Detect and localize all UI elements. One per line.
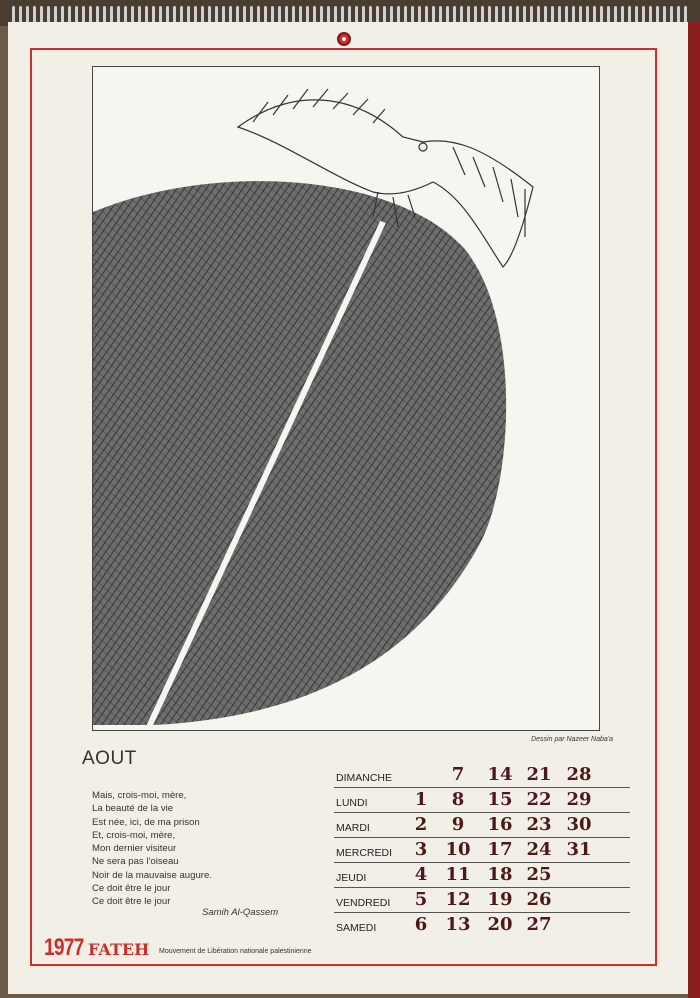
calendar-row	[334, 888, 630, 913]
date-cell: 16	[487, 814, 513, 835]
date-cell: 13	[445, 914, 471, 935]
date-cell: 20	[487, 914, 513, 935]
calendar-row	[334, 838, 630, 863]
date-cell: 22	[526, 789, 552, 810]
globe-shape	[93, 181, 506, 725]
date-cell: 8	[451, 789, 465, 810]
date-cell: 15	[487, 789, 513, 810]
date-cell: 9	[451, 814, 465, 835]
date-cell: 26	[526, 889, 552, 910]
date-cell: 19	[487, 889, 513, 910]
poem	[92, 789, 212, 909]
date-cell: 7	[451, 764, 465, 785]
date-cell: 30	[566, 814, 592, 835]
date-cell: 28	[566, 764, 592, 785]
poem-author: Samih Al-Qassem	[202, 907, 279, 918]
poem-line: Est née, ici, de ma prison	[92, 816, 200, 828]
date-cell: 3	[414, 839, 428, 860]
date-cell: 23	[526, 814, 552, 835]
poem-line: Et, crois-moi, mère,	[92, 829, 176, 841]
weekday-label: LUNDI	[336, 797, 368, 809]
illustration	[92, 66, 600, 731]
globe-and-bird-drawing	[93, 67, 598, 729]
poem-line: La beauté de la vie	[92, 803, 174, 815]
date-cell: 17	[487, 839, 513, 860]
date-cell: 24	[526, 839, 552, 860]
poem-line: Ce doit être le jour	[92, 896, 171, 908]
brand-subtitle: Mouvement de Libération nationale palestinienne	[159, 948, 312, 955]
date-cell: 18	[487, 864, 513, 885]
calendar-row	[334, 813, 630, 838]
calendar-grid	[334, 763, 630, 937]
date-cell: 6	[414, 914, 428, 935]
calendar-row	[334, 763, 630, 788]
poem-line: Ne sera pas l'oiseau	[92, 856, 179, 868]
date-cell: 1	[414, 789, 428, 810]
month-title: AOUT	[82, 748, 137, 769]
calendar-row	[334, 788, 630, 813]
date-cell: 31	[566, 839, 592, 860]
weekday-label: MERCREDI	[336, 847, 393, 859]
calendar-row	[334, 913, 630, 937]
date-cell: 11	[445, 864, 471, 885]
weekday-label: JEUDI	[336, 872, 367, 884]
weekday-label: SAMEDI	[336, 922, 377, 934]
hanging-hole	[337, 32, 351, 46]
poem-line: Mais, crois-moi, mère,	[92, 790, 187, 801]
date-cell: 25	[526, 864, 552, 885]
year-label: 1977	[44, 934, 84, 961]
date-cell: 14	[487, 764, 513, 785]
poem-line: Noir de la mauvaise augure.	[92, 869, 212, 881]
date-cell: 5	[414, 889, 428, 910]
date-cell: 2	[414, 814, 428, 835]
date-cell: 21	[526, 764, 552, 785]
illustration-credit: Dessin par Nazeer Naba'a	[531, 736, 613, 743]
date-cell: 29	[566, 789, 592, 810]
date-cell: 27	[526, 914, 552, 935]
poem-line: Ce doit être le jour	[92, 883, 171, 895]
weekday-label: DIMANCHE	[336, 772, 393, 784]
calendar-row	[334, 863, 630, 888]
weekday-label: MARDI	[336, 822, 370, 834]
poem-line: Mon dernier visiteur	[92, 843, 177, 855]
weekday-label: VENDREDI	[336, 897, 391, 909]
date-cell: 10	[445, 839, 471, 860]
brand-name: FATEH	[88, 940, 150, 959]
page-edge	[688, 22, 700, 998]
date-cell: 12	[445, 889, 471, 910]
date-cell: 4	[414, 864, 428, 885]
